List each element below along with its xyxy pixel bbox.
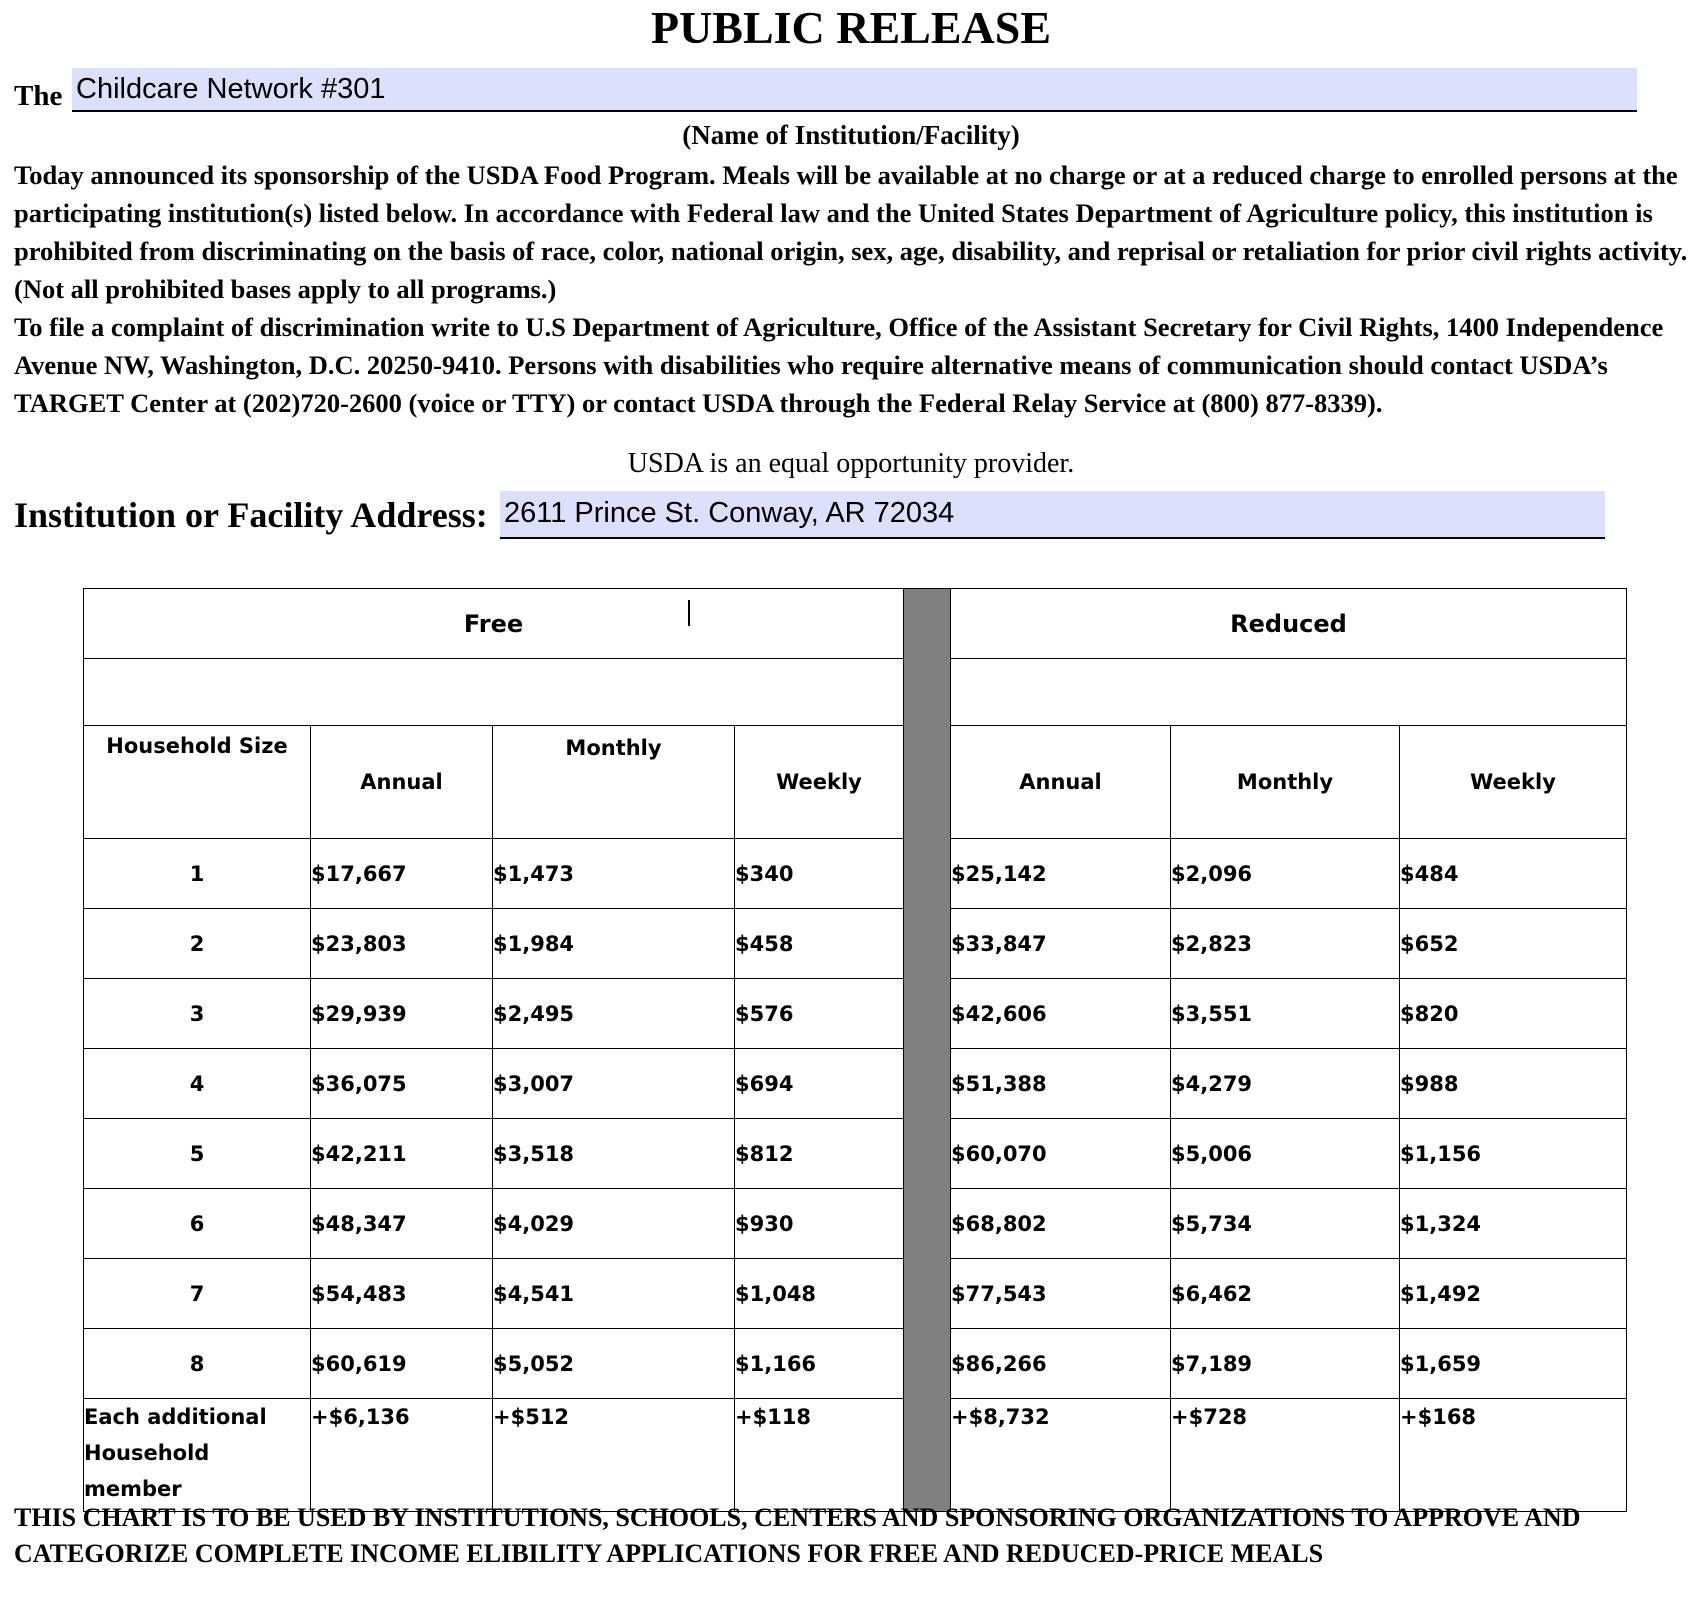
free-weekly-cell: $694 — [735, 1049, 904, 1119]
reduced-weekly-cell: $820 — [1400, 979, 1627, 1049]
table-row — [84, 1189, 1627, 1259]
address-field[interactable]: 2611 Prince St. Conway, AR 72034 — [500, 491, 1605, 539]
sponsorship-paragraph: Today announced its sponsorship of the USDA Food Program. Meals will be available at no charge or at a reduced charge to enrolled persons at the participating institution(s) listed below. In accordance with Federal law and the United States Department of Agriculture policy, this institution is prohibited from discriminating on the basis of race, color, national origin, sex, age, disability, and reprisal or retaliation for prior civil rights activity. (Not all prohibited bases apply to all programs.) — [14, 160, 1688, 304]
reduced-annual-cell: $77,543 — [951, 1259, 1171, 1329]
column-divider — [904, 589, 951, 1512]
reduced-monthly-cell: $5,734 — [1171, 1189, 1400, 1259]
page-title: PUBLIC RELEASE — [650, 2, 1052, 53]
free-weekly-cell: $458 — [735, 909, 904, 979]
household-size-cell: 7 — [84, 1259, 311, 1329]
free-annual-cell: $36,075 — [311, 1049, 493, 1119]
free-annual-header: Annual — [311, 726, 493, 839]
table-row — [84, 1329, 1627, 1399]
institution-name-field[interactable]: Childcare Network #301 — [72, 68, 1637, 112]
additional-member-label: Each additional Household member — [84, 1399, 311, 1512]
reduced-monthly-cell: $2,823 — [1171, 909, 1400, 979]
reduced-weekly-header: Weekly — [1400, 726, 1627, 839]
reduced-weekly-cell: $652 — [1400, 909, 1627, 979]
reduced-monthly-cell: +$728 — [1171, 1399, 1400, 1512]
free-monthly-cell: $1,473 — [493, 839, 735, 909]
table-row — [84, 909, 1627, 979]
column-header-row — [84, 726, 1627, 839]
table-row — [84, 979, 1627, 1049]
free-weekly-cell: +$118 — [735, 1399, 904, 1512]
reduced-annual-cell: +$8,732 — [951, 1399, 1171, 1512]
income-eligibility-table — [83, 588, 1627, 1512]
announcement-text — [14, 156, 1694, 422]
text-cursor — [688, 600, 690, 626]
the-label: The — [14, 80, 63, 112]
household-size-cell: 1 — [84, 839, 311, 909]
reduced-annual-cell: $33,847 — [951, 909, 1171, 979]
free-annual-cell: $29,939 — [311, 979, 493, 1049]
reduced-header: Reduced — [951, 589, 1627, 659]
reduced-monthly-cell: $5,006 — [1171, 1119, 1400, 1189]
free-monthly-cell: $2,495 — [493, 979, 735, 1049]
free-annual-cell: $17,667 — [311, 839, 493, 909]
reduced-annual-cell: $42,606 — [951, 979, 1171, 1049]
reduced-monthly-cell: $3,551 — [1171, 979, 1400, 1049]
free-annual-cell: $23,803 — [311, 909, 493, 979]
free-monthly-cell: +$512 — [493, 1399, 735, 1512]
reduced-monthly-cell: $6,462 — [1171, 1259, 1400, 1329]
free-weekly-cell: $576 — [735, 979, 904, 1049]
free-monthly-cell: $3,007 — [493, 1049, 735, 1119]
additional-member-row — [84, 1399, 1627, 1512]
table-row — [84, 1259, 1627, 1329]
free-weekly-cell: $930 — [735, 1189, 904, 1259]
free-monthly-cell: $3,518 — [493, 1119, 735, 1189]
free-weekly-cell: $1,166 — [735, 1329, 904, 1399]
free-monthly-cell: $4,029 — [493, 1189, 735, 1259]
reduced-monthly-header: Monthly — [1171, 726, 1400, 839]
free-weekly-cell: $812 — [735, 1119, 904, 1189]
free-annual-cell: $48,347 — [311, 1189, 493, 1259]
free-annual-cell: +$6,136 — [311, 1399, 493, 1512]
footer-notice: THIS CHART IS TO BE USED BY INSTITUTIONS, SCHOOLS, CENTERS AND SPONSORING ORGANIZATIONS TO APPROVE AND CATEGORIZE COMPLETE INCOME ELIBILITY APPLICATIONS FOR FREE AND REDUCED-PRICE MEALS — [14, 1503, 1581, 1568]
reduced-monthly-cell: $2,096 — [1171, 839, 1400, 909]
free-monthly-cell: $1,984 — [493, 909, 735, 979]
household-size-cell: 5 — [84, 1119, 311, 1189]
reduced-weekly-cell: $1,492 — [1400, 1259, 1627, 1329]
free-weekly-cell: $1,048 — [735, 1259, 904, 1329]
group-header-row — [84, 589, 1627, 659]
reduced-annual-cell: $68,802 — [951, 1189, 1171, 1259]
free-annual-cell: $60,619 — [311, 1329, 493, 1399]
reduced-weekly-cell: $1,324 — [1400, 1189, 1627, 1259]
household-size-cell: 6 — [84, 1189, 311, 1259]
reduced-monthly-cell: $7,189 — [1171, 1329, 1400, 1399]
institution-name-caption: (Name of Institution/Facility) — [682, 120, 1020, 150]
reduced-annual-cell: $60,070 — [951, 1119, 1171, 1189]
household-size-cell: 8 — [84, 1329, 311, 1399]
reduced-weekly-cell: $484 — [1400, 839, 1627, 909]
free-monthly-cell: $4,541 — [493, 1259, 735, 1329]
household-size-header: Household Size — [84, 726, 311, 839]
reduced-annual-cell: $86,266 — [951, 1329, 1171, 1399]
free-annual-cell: $54,483 — [311, 1259, 493, 1329]
household-size-cell: 2 — [84, 909, 311, 979]
free-monthly-cell: $5,052 — [493, 1329, 735, 1399]
free-header: Free — [84, 589, 904, 659]
reduced-weekly-cell: $988 — [1400, 1049, 1627, 1119]
blank-row — [84, 659, 1627, 726]
reduced-annual-cell: $25,142 — [951, 839, 1171, 909]
complaint-paragraph: To file a complaint of discrimination write to U.S Department of Agriculture, Office of the Assistant Secretary for Civil Rights, 1400 Independence Avenue NW, Washington, D.C. 20250-9410. Persons with disabilities who require alternative means of communication should contact USDA’s TARGET Center at (202)720-2600 (voice or TTY) or contact USDA through the Federal Relay Service at (800) 877-8339). — [14, 312, 1664, 418]
reduced-annual-cell: $51,388 — [951, 1049, 1171, 1119]
free-weekly-header: Weekly — [735, 726, 904, 839]
household-size-cell: 3 — [84, 979, 311, 1049]
reduced-monthly-cell: $4,279 — [1171, 1049, 1400, 1119]
address-label: Institution or Facility Address: — [14, 495, 488, 535]
reduced-weekly-cell: $1,156 — [1400, 1119, 1627, 1189]
free-weekly-cell: $340 — [735, 839, 904, 909]
equal-opportunity-statement: USDA is an equal opportunity provider. — [627, 448, 1075, 479]
free-monthly-header: Monthly — [493, 726, 735, 839]
reduced-annual-header: Annual — [951, 726, 1171, 839]
free-annual-cell: $42,211 — [311, 1119, 493, 1189]
reduced-weekly-cell: +$168 — [1400, 1399, 1627, 1512]
table-row — [84, 1049, 1627, 1119]
table-row — [84, 839, 1627, 909]
table-row — [84, 1119, 1627, 1189]
household-size-cell: 4 — [84, 1049, 311, 1119]
reduced-weekly-cell: $1,659 — [1400, 1329, 1627, 1399]
